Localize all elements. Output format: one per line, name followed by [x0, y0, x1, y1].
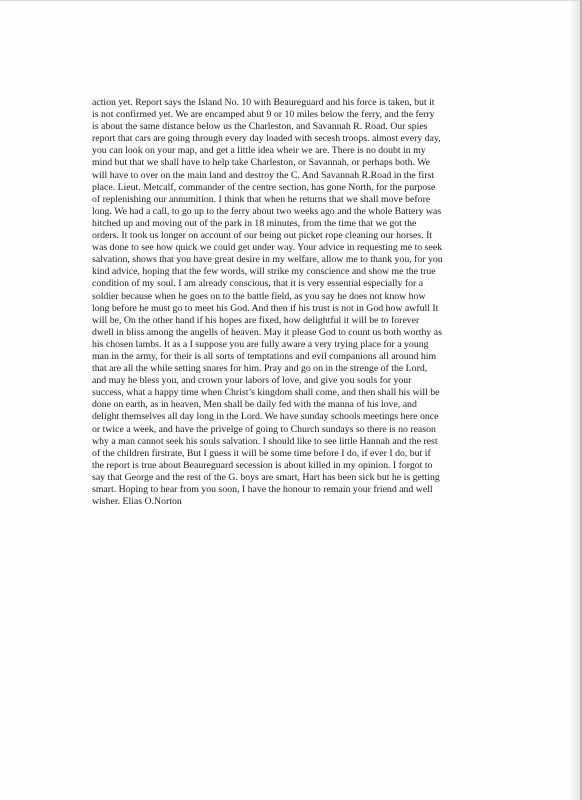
letter-line: of replenishing our annumition. I think that when he returns that we shall move before — [92, 193, 431, 205]
letter-line: will be, On the other hand if his hopes are fixed, how delightful it will be to forever — [92, 314, 420, 326]
letter-line: his chosen lambs. It as a I suppose you are fully aware a very trying place for a young — [92, 338, 429, 350]
letter-line: the report is true about Beaureguard secession is about killed in my opinion. I forgot to — [92, 459, 433, 471]
letter-line: long. We had a call, to go up to the ferry about two weeks ago and the whole Battery was — [92, 205, 442, 217]
letter-line: is about the same distance below us the Charleston, and Savannah R. Road. Our spies — [92, 121, 428, 133]
letter-line: place. Lieut. Metcalf, commander of the centre section, has gone North, for the purpose — [92, 181, 436, 193]
letter-line: you can look on your map, and get a little idea wheir we are. There is no doubt in my — [92, 145, 426, 157]
letter-signature-line: wisher. Elias O.Norton — [92, 496, 182, 508]
letter-line: orders. It took us longer on account of our being out picket rope cleaning our horses. It — [92, 230, 433, 242]
letter-line: man in the army, for their is all sorts of temptations and evil companions all around him — [92, 350, 437, 362]
letter-line: dwell in bliss among the angells of heaven. May it please God to count us both worthy as — [92, 326, 442, 338]
letter-line: say that George and the rest of the G. boys are smart, Hart has been sick but he is getting — [92, 471, 440, 483]
letter-line: or twice a week, and have the privelge of going to Church sundays so there is no reason — [92, 423, 436, 435]
letter-line: that are all the while setting snares for him. Pray and go on in the strenge of the Lord, — [92, 363, 428, 375]
letter-line: smart. Hoping to hear from you soon, I have the honour to remain your friend and well — [92, 484, 433, 495]
letter-line: delight themselves all day long in the Lord. We have sunday schools meetings here once — [92, 411, 439, 423]
letter-line: of the children firstrate, But I guess it will be some time before I do, if ever I do, but if — [92, 447, 431, 459]
letter-line: hitched up and moving out of the park in 18 minutes, from the time that we got the — [92, 217, 417, 229]
letter-line: why a man cannot seek his souls salvation. I should like to see little Hannah and the rest — [92, 435, 438, 447]
letter-line: is not confirmed yet. We are encamped abut 9 or 10 miles below the ferry, and the ferry — [92, 109, 435, 121]
letter-body — [92, 97, 528, 508]
letter-line: done on earth, as in heaven, Men shall be daily fed with the manna of his love, and — [92, 399, 417, 411]
letter-line: was done to see how quick we could get under way. Your advice in requesting me to seek — [92, 242, 443, 254]
letter-line: long before he must go to meet his God. And then if his trust is not in God how awfull It — [92, 302, 439, 314]
letter-line: kind advice, hoping that the few words, will strike my conscience and show me the true — [92, 266, 436, 278]
letter-line: success, what a happy time when Christ’s kingdom shall come, and then shall his will be — [92, 387, 440, 399]
letter-line: condition of my soul. I am already conscious, that it is very essential especially for a — [92, 278, 424, 290]
letter-line: will have to over on the main land and destroy the C. And Savannah R.Road in the first — [92, 169, 435, 181]
letter-line: report that cars are going through every day loaded with secesh troops. almost every day, — [92, 133, 441, 145]
letter-line: action yet. Report says the Island No. 10 with Beaureguard and his force is taken, but it — [92, 97, 435, 108]
letter-line: mind but that we shall have to help take Charleston, or Savannah, or perhaps both. We — [92, 157, 431, 169]
letter-line: and may he bless you, and crown your labors of love, and give you souls for your — [92, 375, 412, 387]
letter-line: soldier because when he goes on to the battle field, as you say he does not know how — [92, 290, 426, 302]
letter-line: salvation, shows that you have great desire in my welfare, allow me to thank you, for you — [92, 254, 443, 266]
